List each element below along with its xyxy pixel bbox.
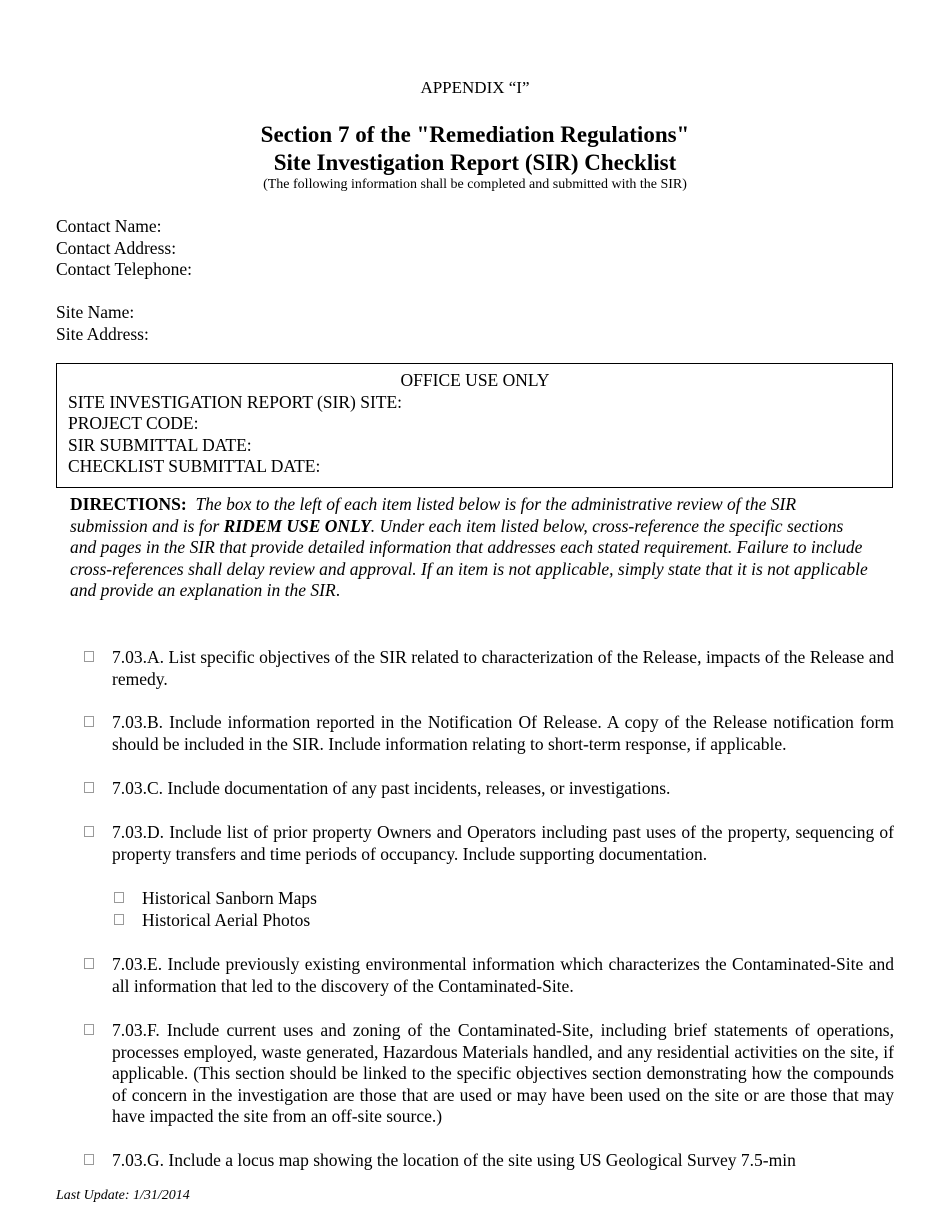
- review-checkbox[interactable]: [114, 892, 124, 903]
- directions-paragraph: [70, 494, 870, 602]
- office-use-box: [56, 363, 893, 488]
- review-checkbox[interactable]: [84, 958, 94, 969]
- contact-name-label: Contact Name:: [56, 216, 162, 236]
- document-subtitle: (The following information shall be completed and submitted with the SIR): [263, 177, 687, 192]
- document-title-line1: Section 7 of the "Remediation Regulations": [260, 122, 690, 147]
- checklist-item-text: 7.03.F. Include current uses and zoning of the Contaminated-Site, including brief statements of operations, processes employed, waste generated, Hazardous Materials handled, and any residential activities on the site, if applicable. (This section should be linked to the specific objectives section demonstrating how the compounds of concern in the investigation are those that are used or may have been used on the site or are those that may have impacted the site from an off-site source.): [112, 1020, 894, 1127]
- review-checkbox[interactable]: [84, 716, 94, 727]
- directions-label: DIRECTIONS:: [70, 494, 187, 514]
- site-name-label: Site Name:: [56, 302, 135, 322]
- checklist-item-text: 7.03.E. Include previously existing environmental information which characterizes the Contaminated-Site and all information that led to the discovery of the Contaminated-Site.: [112, 954, 894, 996]
- review-checkbox[interactable]: [114, 914, 124, 925]
- project-code-label: PROJECT CODE:: [68, 413, 199, 433]
- checklist-item-text: 7.03.D. Include list of prior property Owners and Operators including past uses of the property, sequencing of property transfers and time periods of occupancy. Include supporting documentation.: [112, 822, 894, 864]
- checklist-item-text: 7.03.G. Include a locus map showing the location of the site using US Geological Survey 7.5-min: [112, 1150, 796, 1170]
- contact-telephone-label: Contact Telephone:: [56, 259, 192, 279]
- review-checkbox[interactable]: [84, 1154, 94, 1165]
- site-address-label: Site Address:: [56, 323, 149, 344]
- site-info-block: [56, 302, 149, 345]
- directions-text-1: The box to the left of each item listed below is for the administrative review of the SIR submission and is for: [70, 494, 797, 536]
- directions-text-2: . Under each item listed below, cross-reference the specific sections and pages in the SIR that provide detailed information that addresses each stated requirement. Failure to include cross-references shall delay review and approval. If an item is not applicable, simply state that it is not applicable and provide an explanation in the SIR: [70, 515, 868, 600]
- checklist-item-text: 7.03.C. Include documentation of any past incidents, releases, or investigations.: [112, 778, 671, 798]
- sub-item-text: Historical Sanborn Maps: [142, 888, 317, 908]
- checklist-item-text: 7.03.B. Include information reported in the Notification Of Release. A copy of the Release notification form should be included in the SIR. Include information relating to short-term response, if applicable.: [112, 712, 894, 754]
- sub-item-text: Historical Aerial Photos: [142, 910, 311, 930]
- checklist-submittal-date-label: CHECKLIST SUBMITTAL DATE:: [68, 456, 321, 476]
- checklist-item-text: 7.03.A. List specific objectives of the SIR related to characterization of the Release, impacts of the Release and remedy.: [112, 647, 894, 689]
- review-checkbox[interactable]: [84, 782, 94, 793]
- office-use-title: OFFICE USE ONLY: [400, 370, 550, 390]
- sir-submittal-date-label: SIR SUBMITTAL DATE:: [68, 434, 252, 455]
- contact-address-label: Contact Address:: [56, 237, 177, 258]
- sir-site-label: SITE INVESTIGATION REPORT (SIR) SITE:: [68, 391, 403, 412]
- contact-info-block: [56, 216, 192, 281]
- document-title-line2: Site Investigation Report (SIR) Checklist: [273, 150, 677, 175]
- appendix-label: APPENDIX “I”: [420, 78, 530, 97]
- directions-text-end: .: [335, 580, 341, 600]
- last-update-footer: Last Update: 1/31/2014: [56, 1188, 190, 1203]
- directions-emphasis: RIDEM USE ONLY: [223, 515, 371, 536]
- review-checkbox[interactable]: [84, 826, 94, 837]
- review-checkbox[interactable]: [84, 651, 94, 662]
- review-checkbox[interactable]: [84, 1024, 94, 1035]
